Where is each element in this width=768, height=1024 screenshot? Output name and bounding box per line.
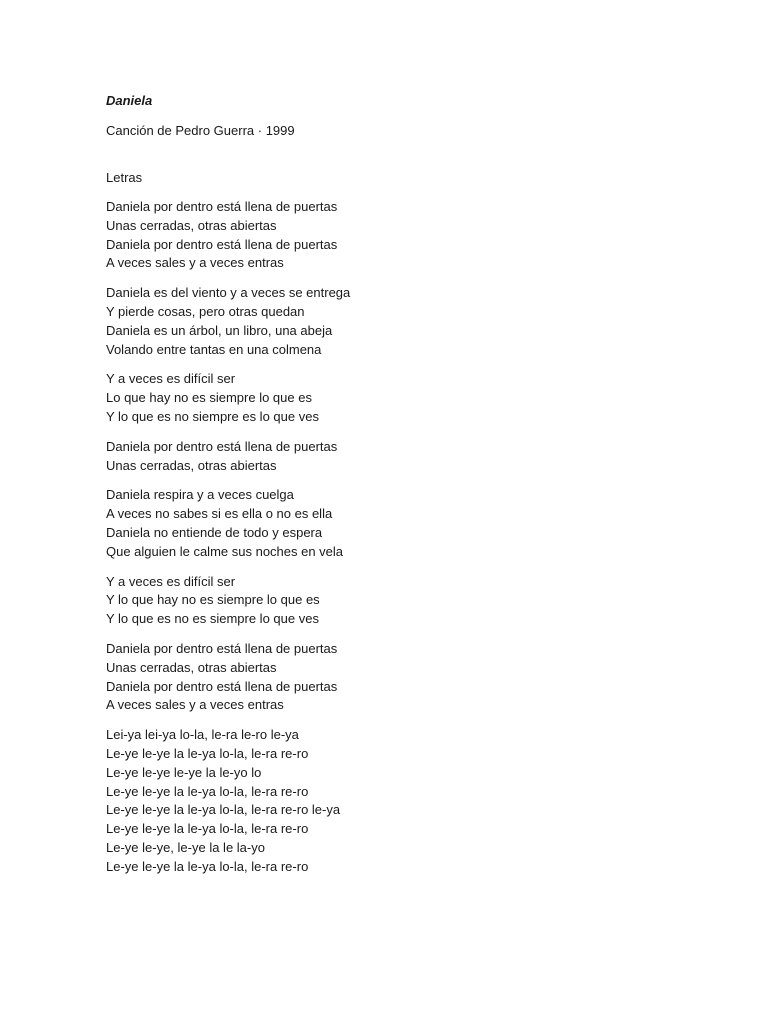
lyrics-line: Daniela no entiende de todo y espera [106, 524, 323, 540]
lyrics-line: Daniela respira y a veces cuelga [106, 487, 294, 503]
lyrics-line: Daniela es un árbol, un libro, una abeja [106, 322, 333, 338]
lyrics-line: Daniela por dentro está llena de puertas [106, 640, 338, 656]
lyrics-line: Le-ye le-ye le-ye la le-yo lo [106, 764, 262, 780]
lyrics-line: A veces no sabes si es ella o no es ella [106, 506, 333, 522]
lyrics-line: Le-ye le-ye la le-ya lo-la, le-ra re-ro [106, 745, 309, 761]
lyrics-line: Y lo que hay no es siempre lo que es [106, 592, 320, 608]
lyrics-stanza [106, 726, 706, 876]
lyrics-line: Lo que hay no es siempre lo que es [106, 390, 312, 406]
lyrics-line: A veces sales y a veces entras [106, 255, 284, 271]
lyrics-stanza [106, 486, 706, 561]
lyrics-line: Y lo que es no es siempre lo que ves [106, 611, 319, 627]
lyrics-line: Le-ye le-ye la le-ya lo-la, le-ra re-ro le-ya [106, 802, 341, 818]
lyrics-line: Le-ye le-ye la le-ya lo-la, le-ra re-ro [106, 783, 309, 799]
lyrics-line: Unas cerradas, otras abiertas [106, 217, 277, 233]
lyrics-heading: Letras [106, 170, 143, 185]
lyrics-stanza [106, 438, 706, 476]
lyrics-stanza [106, 198, 706, 273]
lyrics-line: Le-ye le-ye la le-ya lo-la, le-ra re-ro [106, 821, 309, 837]
lyrics-line: Y a veces es difícil ser [106, 371, 236, 387]
lyrics-line: Y lo que es no siempre es lo que ves [106, 408, 319, 424]
lyrics-line: Y a veces es difícil ser [106, 573, 236, 589]
lyrics-line: Volando entre tantas en una colmena [106, 341, 322, 357]
lyrics-line: Unas cerradas, otras abiertas [106, 659, 277, 675]
lyrics-line: Daniela por dentro está llena de puertas [106, 678, 338, 694]
lyrics-stanza [106, 284, 706, 359]
lyrics-line: Lei-ya lei-ya lo-la, le-ra le-ro le-ya [106, 727, 299, 743]
lyrics-line: Le-ye le-ye la le-ya lo-la, le-ra re-ro [106, 858, 309, 874]
lyrics-line: Daniela por dentro está llena de puertas [106, 438, 338, 454]
lyrics-stanza [106, 573, 706, 629]
lyrics-line: Le-ye le-ye, le-ye la le la-yo [106, 839, 265, 855]
song-subtitle: Canción de Pedro Guerra · 1999 [106, 123, 295, 138]
lyrics-line: Y pierde cosas, pero otras quedan [106, 303, 305, 319]
lyrics-line: Daniela es del viento y a veces se entrega [106, 285, 351, 301]
lyrics-line: Daniela por dentro está llena de puertas [106, 199, 338, 214]
lyrics-line: Daniela por dentro está llena de puertas [106, 236, 338, 252]
document-content [106, 92, 706, 888]
lyrics-stanza [106, 640, 706, 715]
lyrics-line: A veces sales y a veces entras [106, 697, 284, 713]
lyrics-line: Unas cerradas, otras abiertas [106, 457, 277, 473]
song-title: Daniela [106, 93, 153, 108]
lyrics-line: Que alguien le calme sus noches en vela [106, 543, 344, 559]
lyrics-body [106, 198, 706, 877]
lyrics-stanza [106, 370, 706, 426]
